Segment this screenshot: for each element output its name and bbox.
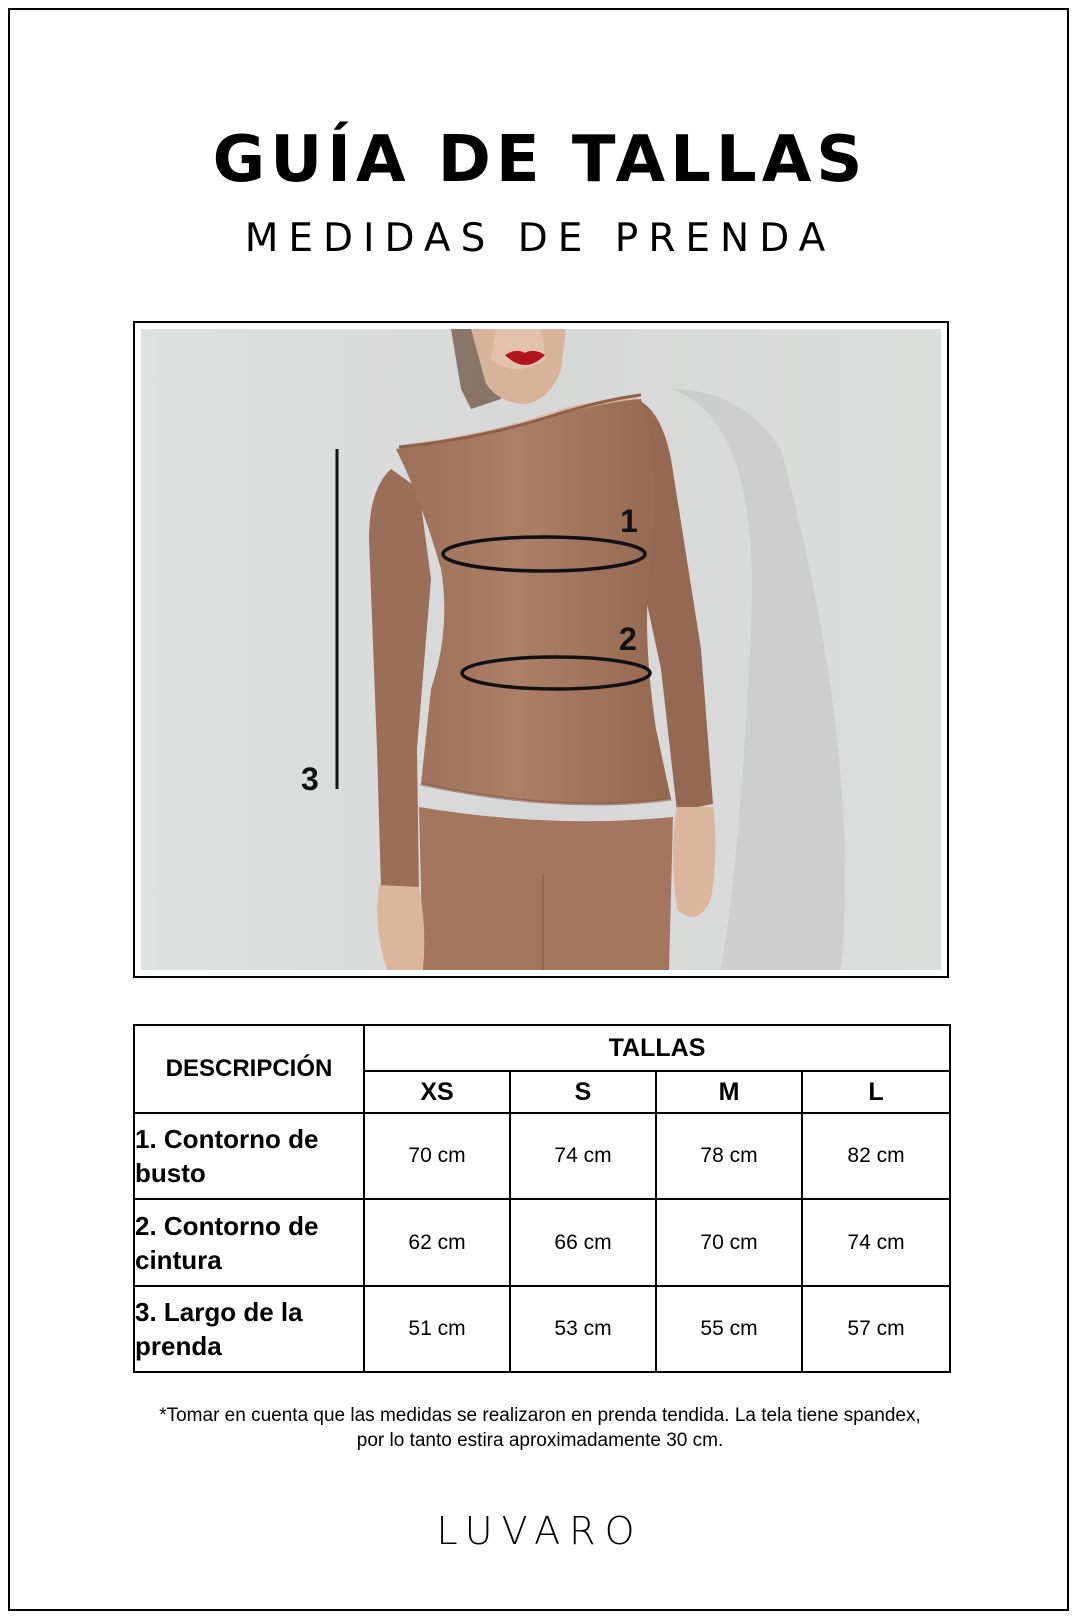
brand-logo: LUVARO [436,1509,644,1553]
page-subtitle: MEDIDAS DE PRENDA [244,216,836,261]
table-cell: 51 cm [364,1286,510,1372]
table-cell: 82 cm [802,1113,950,1199]
row-label-waist: 2. Contorno de cintura [134,1199,364,1285]
table-cell: 70 cm [656,1199,802,1285]
description-header: DESCRIPCIÓN [134,1025,364,1113]
table-cell: 74 cm [802,1199,950,1285]
size-xs: XS [364,1071,510,1113]
table-cell: 53 cm [510,1286,656,1372]
marker-1: 1 [620,503,638,539]
table-row [134,1286,950,1372]
marker-3: 3 [301,761,319,797]
measurement-figure [133,321,949,978]
page-title: GUÍA DE TALLAS [212,123,868,197]
table-cell: 66 cm [510,1199,656,1285]
model-illustration [141,329,941,970]
table-header-row [134,1025,950,1071]
table-cell: 78 cm [656,1113,802,1199]
sizes-header: TALLAS [364,1025,950,1071]
table-cell: 55 cm [656,1286,802,1372]
table-cell: 57 cm [802,1286,950,1372]
row-label-bust: 1. Contorno de busto [134,1113,364,1199]
table-cell: 62 cm [364,1199,510,1285]
size-m: M [656,1071,802,1113]
size-l: L [802,1071,950,1113]
table-cell: 70 cm [364,1113,510,1199]
marker-2: 2 [619,621,637,657]
size-chart-table [133,1024,951,1373]
table-cell: 74 cm [510,1113,656,1199]
table-row [134,1113,950,1199]
size-s: S [510,1071,656,1113]
footnote: *Tomar en cuenta que las medidas se realizaron en prenda tendida. La tela tiene spandex, por lo tanto estira aproximadamente 30 cm. [159,1405,921,1451]
row-label-length: 3. Largo de la prenda [134,1286,364,1372]
table-row [134,1199,950,1285]
model-photo [141,329,941,970]
